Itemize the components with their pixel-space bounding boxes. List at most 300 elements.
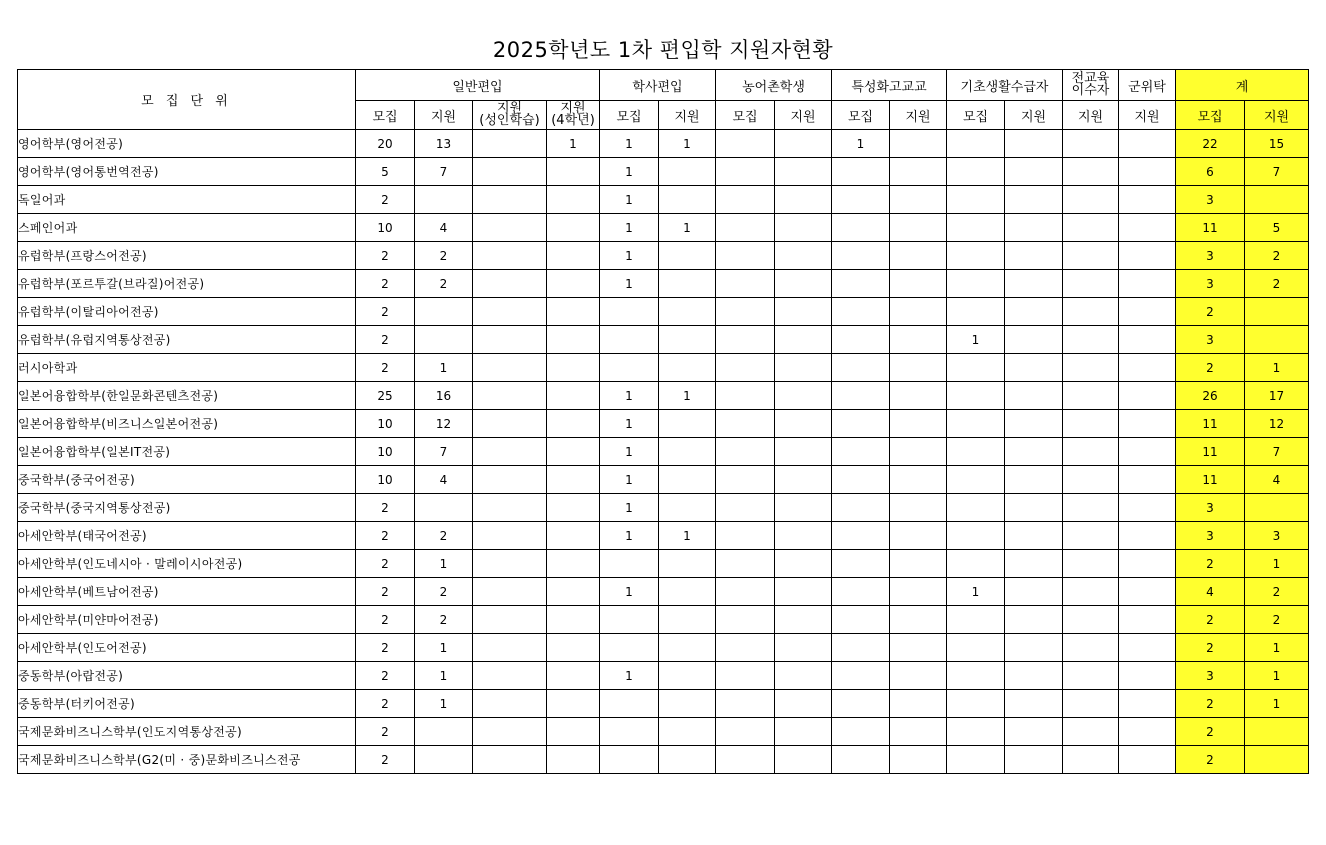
- value-cell: [600, 606, 659, 634]
- header-bachelor: 학사편입: [600, 70, 716, 101]
- value-cell: [547, 214, 600, 242]
- value-cell: [775, 270, 832, 298]
- value-cell: [1063, 522, 1119, 550]
- value-cell: [890, 578, 947, 606]
- value-cell: [1119, 494, 1176, 522]
- value-cell: 2: [1245, 242, 1309, 270]
- value-cell: [832, 298, 890, 326]
- value-cell: [1119, 214, 1176, 242]
- value-cell: [473, 466, 547, 494]
- value-cell: [659, 494, 716, 522]
- value-cell: 2: [356, 662, 415, 690]
- value-cell: [1005, 158, 1063, 186]
- value-cell: [716, 690, 775, 718]
- unit-name-cell: 일본어융합학부(한일문화콘텐츠전공): [18, 382, 356, 410]
- value-cell: 1: [415, 690, 473, 718]
- value-cell: [473, 270, 547, 298]
- value-cell: [547, 438, 600, 466]
- unit-name-cell: 국제문화비즈니스학부(G2(미 · 중)문화비즈니스전공: [18, 746, 356, 774]
- value-cell: [890, 270, 947, 298]
- value-cell: [890, 690, 947, 718]
- value-cell: [659, 606, 716, 634]
- value-cell: [1119, 718, 1176, 746]
- value-cell: [547, 410, 600, 438]
- value-cell: [473, 382, 547, 410]
- sub-vocational-apply: 지원: [1063, 101, 1119, 130]
- value-cell: 10: [356, 438, 415, 466]
- value-cell: 4: [1176, 578, 1245, 606]
- table-row: [18, 214, 1309, 242]
- value-cell: [775, 354, 832, 382]
- value-cell: [716, 746, 775, 774]
- value-cell: 2: [356, 634, 415, 662]
- value-cell: [1063, 270, 1119, 298]
- value-cell: [716, 410, 775, 438]
- value-cell: 1: [600, 242, 659, 270]
- value-cell: [473, 298, 547, 326]
- value-cell: [547, 298, 600, 326]
- sub-special-recruit: 모집: [832, 101, 890, 130]
- value-cell: 7: [1245, 158, 1309, 186]
- unit-name-cell: 일본어융합학부(일본IT전공): [18, 438, 356, 466]
- header-vocational: 전교육 이수자: [1063, 70, 1119, 101]
- value-cell: 1: [1245, 690, 1309, 718]
- unit-name-cell: 중동학부(터키어전공): [18, 690, 356, 718]
- page-title: 2025학년도 1차 편입학 지원자현황: [492, 38, 834, 62]
- value-cell: 2: [356, 690, 415, 718]
- value-cell: [1119, 270, 1176, 298]
- value-cell: [1063, 746, 1119, 774]
- sub-bachelor-recruit: 모집: [600, 101, 659, 130]
- value-cell: [547, 354, 600, 382]
- value-cell: [716, 662, 775, 690]
- value-cell: [775, 326, 832, 354]
- table-row: [18, 690, 1309, 718]
- value-cell: [716, 522, 775, 550]
- value-cell: [947, 522, 1005, 550]
- value-cell: 22: [1176, 130, 1245, 158]
- value-cell: [547, 186, 600, 214]
- value-cell: [547, 270, 600, 298]
- value-cell: [947, 270, 1005, 298]
- value-cell: 2: [1176, 718, 1245, 746]
- value-cell: [1119, 662, 1176, 690]
- value-cell: [775, 606, 832, 634]
- table-row: [18, 718, 1309, 746]
- value-cell: 2: [356, 326, 415, 354]
- value-cell: [659, 466, 716, 494]
- value-cell: [473, 690, 547, 718]
- value-cell: [947, 158, 1005, 186]
- value-cell: [547, 746, 600, 774]
- value-cell: [716, 242, 775, 270]
- value-cell: [1005, 634, 1063, 662]
- value-cell: [1119, 746, 1176, 774]
- value-cell: [890, 522, 947, 550]
- value-cell: 1: [415, 550, 473, 578]
- value-cell: [1005, 662, 1063, 690]
- value-cell: [716, 578, 775, 606]
- value-cell: [1119, 634, 1176, 662]
- value-cell: [659, 354, 716, 382]
- value-cell: 1: [659, 214, 716, 242]
- value-cell: [890, 410, 947, 438]
- value-cell: [547, 382, 600, 410]
- value-cell: [716, 438, 775, 466]
- value-cell: [1005, 270, 1063, 298]
- value-cell: [547, 158, 600, 186]
- value-cell: [832, 746, 890, 774]
- value-cell: 17: [1245, 382, 1309, 410]
- table-row: [18, 466, 1309, 494]
- value-cell: [1063, 606, 1119, 634]
- value-cell: [659, 158, 716, 186]
- value-cell: [659, 550, 716, 578]
- value-cell: [1005, 494, 1063, 522]
- value-cell: [716, 298, 775, 326]
- value-cell: [947, 634, 1005, 662]
- unit-name-cell: 유럽학부(프랑스어전공): [18, 242, 356, 270]
- header-unit: 모 집 단 위: [18, 70, 356, 130]
- sub-total-recruit: 모집: [1176, 101, 1245, 130]
- value-cell: [1119, 382, 1176, 410]
- value-cell: 7: [1245, 438, 1309, 466]
- value-cell: [473, 578, 547, 606]
- value-cell: [947, 298, 1005, 326]
- value-cell: [775, 466, 832, 494]
- value-cell: [473, 214, 547, 242]
- value-cell: [1063, 662, 1119, 690]
- value-cell: [947, 438, 1005, 466]
- value-cell: [547, 494, 600, 522]
- value-cell: [716, 326, 775, 354]
- table-row: [18, 186, 1309, 214]
- value-cell: [659, 270, 716, 298]
- table-row: [18, 130, 1309, 158]
- table-row: [18, 270, 1309, 298]
- sub-rural-apply: 지원: [775, 101, 832, 130]
- value-cell: [1119, 690, 1176, 718]
- value-cell: [473, 130, 547, 158]
- value-cell: [547, 466, 600, 494]
- value-cell: [832, 718, 890, 746]
- value-cell: [832, 186, 890, 214]
- value-cell: [890, 466, 947, 494]
- value-cell: [1005, 382, 1063, 410]
- value-cell: 1: [415, 662, 473, 690]
- value-cell: 7: [415, 438, 473, 466]
- value-cell: [547, 634, 600, 662]
- value-cell: [716, 606, 775, 634]
- value-cell: 1: [1245, 550, 1309, 578]
- value-cell: 1: [600, 522, 659, 550]
- value-cell: [1005, 718, 1063, 746]
- value-cell: [547, 326, 600, 354]
- value-cell: 3: [1176, 494, 1245, 522]
- value-cell: [1245, 494, 1309, 522]
- value-cell: 2: [1176, 354, 1245, 382]
- value-cell: [473, 354, 547, 382]
- value-cell: [890, 186, 947, 214]
- value-cell: [832, 690, 890, 718]
- applicant-table: [17, 69, 1309, 774]
- value-cell: 4: [1245, 466, 1309, 494]
- value-cell: [775, 158, 832, 186]
- table-row: [18, 634, 1309, 662]
- value-cell: 20: [356, 130, 415, 158]
- value-cell: 2: [1176, 298, 1245, 326]
- value-cell: [1245, 746, 1309, 774]
- value-cell: [1005, 578, 1063, 606]
- value-cell: [947, 130, 1005, 158]
- value-cell: [716, 634, 775, 662]
- value-cell: [547, 718, 600, 746]
- value-cell: [1063, 382, 1119, 410]
- value-cell: 11: [1176, 466, 1245, 494]
- value-cell: [716, 158, 775, 186]
- value-cell: [1005, 438, 1063, 466]
- value-cell: 4: [415, 214, 473, 242]
- value-cell: [1245, 718, 1309, 746]
- value-cell: [1005, 298, 1063, 326]
- sub-general-apply: 지원: [415, 101, 473, 130]
- value-cell: [1245, 186, 1309, 214]
- sub-bachelor-apply: 지원: [659, 101, 716, 130]
- value-cell: [600, 634, 659, 662]
- value-cell: 1: [600, 130, 659, 158]
- value-cell: [415, 298, 473, 326]
- value-cell: [1005, 606, 1063, 634]
- value-cell: [1005, 410, 1063, 438]
- value-cell: [890, 298, 947, 326]
- value-cell: [832, 354, 890, 382]
- table-row: [18, 354, 1309, 382]
- value-cell: [947, 354, 1005, 382]
- value-cell: 1: [415, 354, 473, 382]
- value-cell: 1: [659, 522, 716, 550]
- value-cell: [659, 718, 716, 746]
- value-cell: 13: [415, 130, 473, 158]
- value-cell: [1119, 298, 1176, 326]
- value-cell: [1119, 326, 1176, 354]
- value-cell: 11: [1176, 410, 1245, 438]
- value-cell: [832, 494, 890, 522]
- value-cell: [659, 410, 716, 438]
- value-cell: 2: [356, 746, 415, 774]
- value-cell: [832, 410, 890, 438]
- header-total: 계: [1176, 70, 1309, 101]
- value-cell: [473, 438, 547, 466]
- value-cell: [600, 550, 659, 578]
- value-cell: [1063, 326, 1119, 354]
- sub-welfare-apply: 지원: [1005, 101, 1063, 130]
- value-cell: [1063, 494, 1119, 522]
- value-cell: [600, 298, 659, 326]
- value-cell: [1245, 326, 1309, 354]
- value-cell: [832, 662, 890, 690]
- sub-general-recruit: 모집: [356, 101, 415, 130]
- value-cell: 10: [356, 466, 415, 494]
- value-cell: 1: [600, 466, 659, 494]
- unit-name-cell: 일본어융합학부(비즈니스일본어전공): [18, 410, 356, 438]
- value-cell: [890, 634, 947, 662]
- value-cell: [832, 438, 890, 466]
- value-cell: [1119, 242, 1176, 270]
- value-cell: [600, 354, 659, 382]
- value-cell: 3: [1176, 186, 1245, 214]
- value-cell: [947, 746, 1005, 774]
- value-cell: [716, 186, 775, 214]
- value-cell: [473, 242, 547, 270]
- value-cell: [1063, 466, 1119, 494]
- value-cell: [775, 634, 832, 662]
- value-cell: [1005, 690, 1063, 718]
- value-cell: 26: [1176, 382, 1245, 410]
- value-cell: 16: [415, 382, 473, 410]
- value-cell: [775, 214, 832, 242]
- value-cell: 3: [1176, 270, 1245, 298]
- sub-general-adult: 지원 (성인학습): [473, 101, 547, 130]
- value-cell: [1063, 354, 1119, 382]
- value-cell: [775, 522, 832, 550]
- value-cell: 2: [356, 578, 415, 606]
- table-row: [18, 662, 1309, 690]
- value-cell: 1: [600, 158, 659, 186]
- header-welfare: 기초생활수급자: [947, 70, 1063, 101]
- value-cell: 2: [1176, 606, 1245, 634]
- value-cell: [775, 410, 832, 438]
- value-cell: [600, 746, 659, 774]
- value-cell: 1: [600, 494, 659, 522]
- sub-military-apply: 지원: [1119, 101, 1176, 130]
- value-cell: [890, 718, 947, 746]
- value-cell: [1063, 718, 1119, 746]
- value-cell: [415, 494, 473, 522]
- table-row: [18, 522, 1309, 550]
- sub-rural-recruit: 모집: [716, 101, 775, 130]
- value-cell: [600, 690, 659, 718]
- value-cell: [716, 214, 775, 242]
- value-cell: [1063, 186, 1119, 214]
- table-row: [18, 606, 1309, 634]
- value-cell: 2: [1245, 578, 1309, 606]
- value-cell: [473, 494, 547, 522]
- value-cell: [1005, 186, 1063, 214]
- sub-special-apply: 지원: [890, 101, 947, 130]
- value-cell: [775, 438, 832, 466]
- value-cell: [659, 186, 716, 214]
- value-cell: [890, 158, 947, 186]
- value-cell: 3: [1176, 242, 1245, 270]
- value-cell: [832, 522, 890, 550]
- value-cell: [1005, 746, 1063, 774]
- value-cell: [473, 550, 547, 578]
- table-row: [18, 158, 1309, 186]
- value-cell: 5: [1245, 214, 1309, 242]
- value-cell: [659, 690, 716, 718]
- value-cell: [659, 298, 716, 326]
- value-cell: [890, 242, 947, 270]
- table-body: [18, 130, 1309, 774]
- value-cell: [547, 578, 600, 606]
- value-cell: [1063, 410, 1119, 438]
- value-cell: 2: [415, 606, 473, 634]
- value-cell: [1119, 466, 1176, 494]
- value-cell: [415, 326, 473, 354]
- value-cell: [473, 522, 547, 550]
- value-cell: [1119, 550, 1176, 578]
- value-cell: [832, 270, 890, 298]
- value-cell: 1: [1245, 634, 1309, 662]
- value-cell: [1119, 438, 1176, 466]
- value-cell: [1063, 242, 1119, 270]
- value-cell: [547, 662, 600, 690]
- table-row: [18, 746, 1309, 774]
- value-cell: [775, 298, 832, 326]
- value-cell: 1: [600, 214, 659, 242]
- unit-name-cell: 아세안학부(베트남어전공): [18, 578, 356, 606]
- value-cell: 2: [356, 522, 415, 550]
- value-cell: [890, 130, 947, 158]
- value-cell: 6: [1176, 158, 1245, 186]
- value-cell: [1005, 354, 1063, 382]
- value-cell: [890, 662, 947, 690]
- value-cell: 2: [356, 606, 415, 634]
- value-cell: [659, 634, 716, 662]
- value-cell: 1: [1245, 354, 1309, 382]
- value-cell: 2: [356, 494, 415, 522]
- value-cell: 12: [1245, 410, 1309, 438]
- value-cell: [947, 382, 1005, 410]
- unit-name-cell: 러시아학과: [18, 354, 356, 382]
- value-cell: [832, 466, 890, 494]
- unit-name-cell: 아세안학부(태국어전공): [18, 522, 356, 550]
- value-cell: [716, 718, 775, 746]
- value-cell: 11: [1176, 438, 1245, 466]
- value-cell: [473, 158, 547, 186]
- value-cell: 3: [1176, 662, 1245, 690]
- value-cell: 2: [1245, 270, 1309, 298]
- unit-name-cell: 유럽학부(포르투갈(브라질)어전공): [18, 270, 356, 298]
- value-cell: [832, 382, 890, 410]
- value-cell: 11: [1176, 214, 1245, 242]
- value-cell: [832, 326, 890, 354]
- value-cell: [947, 410, 1005, 438]
- value-cell: [890, 606, 947, 634]
- value-cell: 2: [356, 550, 415, 578]
- value-cell: 2: [356, 354, 415, 382]
- value-cell: 2: [1176, 634, 1245, 662]
- value-cell: [832, 578, 890, 606]
- value-cell: [473, 410, 547, 438]
- unit-name-cell: 중동학부(아랍전공): [18, 662, 356, 690]
- value-cell: [1063, 130, 1119, 158]
- value-cell: [1063, 158, 1119, 186]
- value-cell: [1119, 186, 1176, 214]
- value-cell: [1063, 578, 1119, 606]
- value-cell: 1: [600, 270, 659, 298]
- value-cell: 10: [356, 410, 415, 438]
- value-cell: [415, 718, 473, 746]
- value-cell: [473, 606, 547, 634]
- value-cell: [890, 438, 947, 466]
- value-cell: [775, 746, 832, 774]
- value-cell: 1: [947, 578, 1005, 606]
- value-cell: 1: [600, 410, 659, 438]
- value-cell: [473, 634, 547, 662]
- value-cell: [947, 550, 1005, 578]
- value-cell: 1: [415, 634, 473, 662]
